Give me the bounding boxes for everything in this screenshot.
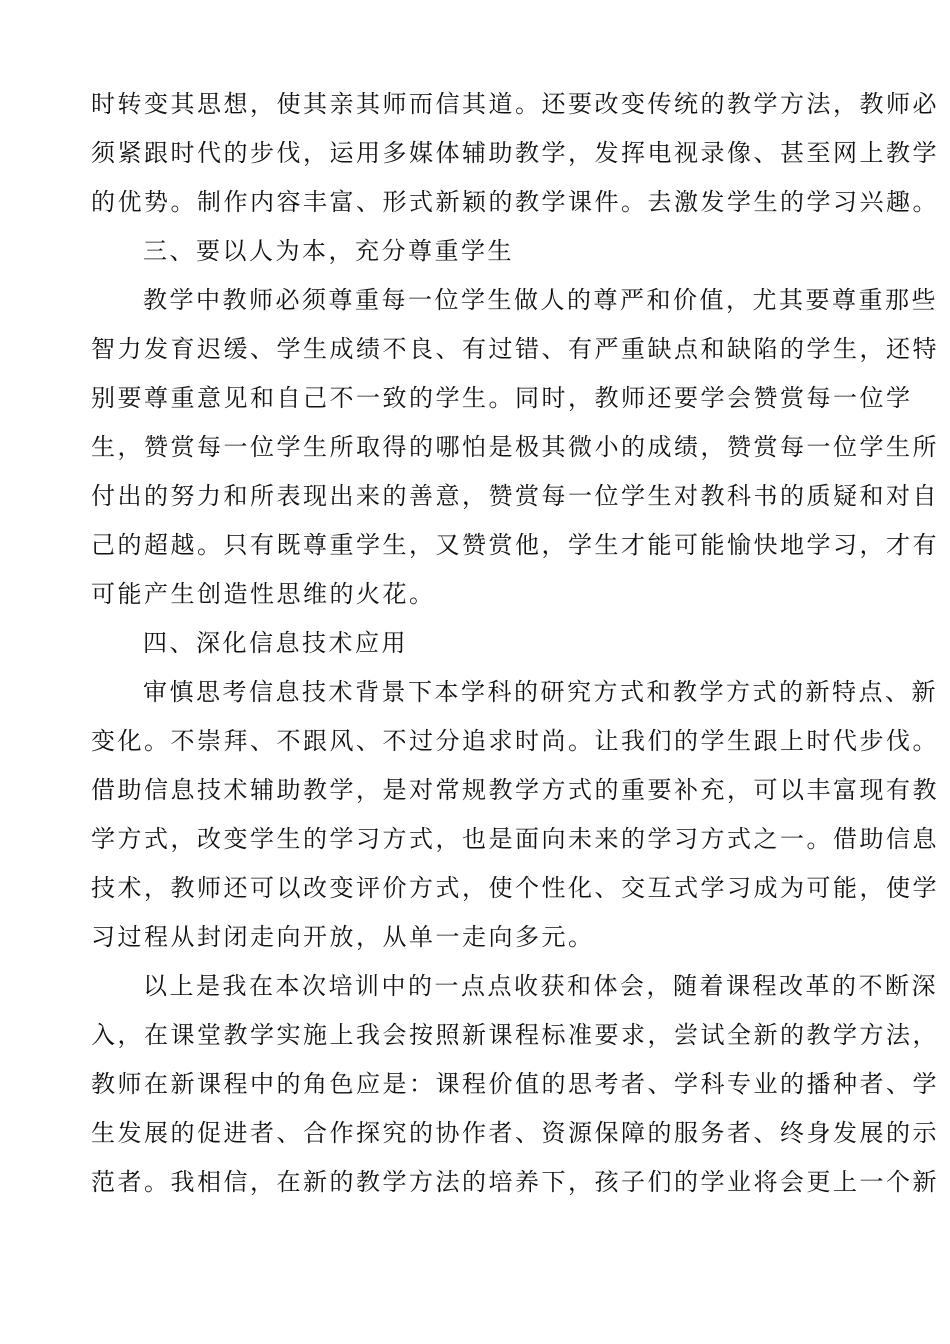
paragraph-line: 付出的努力和所表现出来的善意，赞赏每一位学生对教科书的质疑和对自 [91,482,939,510]
paragraph-line: 以上是我在本次培训中的一点点收获和体会，随着课程改革的不断深 [143,972,938,1000]
document-body [91,80,939,1207]
paragraph-line: 学方式，改变学生的学习方式，也是面向未来的学习方式之一。借助信息 [91,825,939,853]
paragraph-line: 己的超越。只有既尊重学生，又赞赏他，学生才能可能愉快地学习，才有 [91,531,939,559]
paragraph-line: 技术，教师还可以改变评价方式，使个性化、交互式学习成为可能，使学 [91,874,939,902]
paragraph-line: 范者。我相信，在新的教学方法的培养下，孩子们的学业将会更上一个新 [91,1168,939,1196]
paragraph-line: 时转变其思想，使其亲其师而信其道。还要改变传统的教学方法，教师必 [91,90,939,118]
paragraph-line: 教师在新课程中的角色应是：课程价值的思考者、学科专业的播种者、学 [91,1070,939,1098]
paragraph-line: 变化。不崇拜、不跟风、不过分追求时尚。让我们的学生跟上时代步伐。 [91,727,939,755]
paragraph-line: 教学中教师必须尊重每一位学生做人的尊严和价值，尤其要尊重那些 [143,286,938,314]
paragraph-line: 入，在课堂教学实施上我会按照新课程标准要求，尝试全新的教学方法， [91,1021,939,1049]
paragraph-line: 别要尊重意见和自己不一致的学生。同时，教师还要学会赞赏每一位学 [91,384,913,412]
section-heading-4: 四、深化信息技术应用 [143,629,408,657]
paragraph-line: 生发展的促进者、合作探究的协作者、资源保障的服务者、终身发展的示 [91,1119,939,1147]
paragraph-line: 借助信息技术辅助教学，是对常规教学方式的重要补充，可以丰富现有教 [91,776,939,804]
paragraph-line: 习过程从封闭走向开放，从单一走向多元。 [91,923,595,951]
paragraph-line: 审慎思考信息技术背景下本学科的研究方式和教学方式的新特点、新 [143,678,938,706]
paragraph-line: 的优势。制作内容丰富、形式新颖的教学课件。去激发学生的学习兴趣。 [91,188,939,216]
section-heading-3: 三、要以人为本，充分尊重学生 [143,237,514,265]
paragraph-line: 须紧跟时代的步伐，运用多媒体辅助教学，发挥电视录像、甚至网上教学 [91,139,939,167]
paragraph-line: 智力发育迟缓、学生成绩不良、有过错、有严重缺点和缺陷的学生，还特 [91,335,939,363]
paragraph-line: 可能产生创造性思维的火花。 [91,580,436,608]
paragraph-line: 生，赞赏每一位学生所取得的哪怕是极其微小的成绩，赞赏每一位学生所 [91,433,939,461]
